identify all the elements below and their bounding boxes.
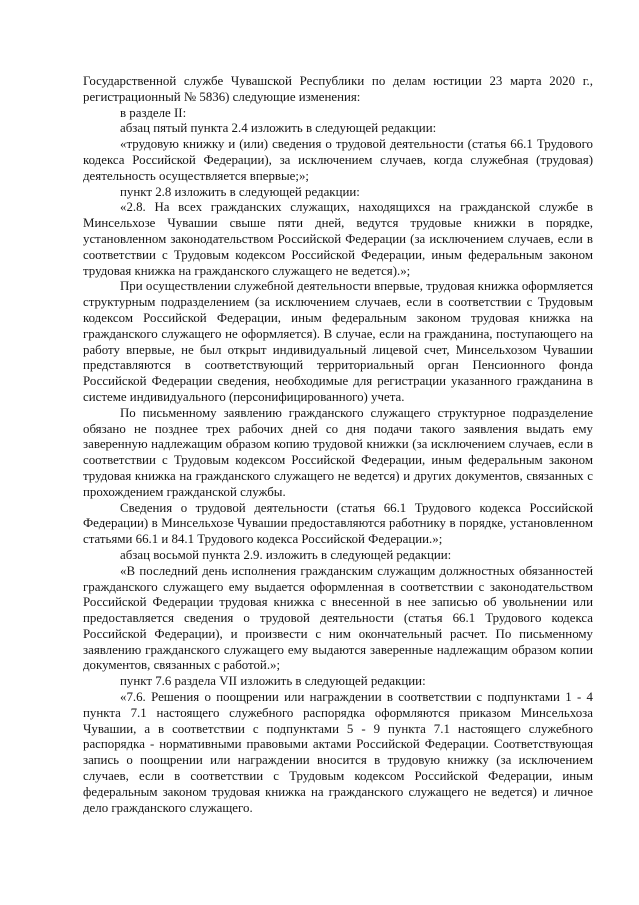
paragraph-clause-2-9-heading: абзац восьмой пункта 2.9. изложить в следующей редакции: — [120, 547, 452, 562]
paragraph-first-employment: При осуществлении служебной деятельности впервые, трудовая книжка оформляется структурным подразделением (за исключением случаев, если в соответствии с Трудовым кодексом Российской Федерации, иным федеральным законом трудовая книжка на гражданского служащего не оформляется). В случае, если на гражданина, поступающего на работу впервые, не был открыт индивидуальный лицевой счет, Минсельхозом Чувашии представляются в соответствующий территориальный орган Пенсионного фонда Российской Федерации сведения, необходимые для регистрации указанного гражданина в системе индивидуального (персонифицированного) учета. — [83, 279, 593, 404]
document-page — [83, 74, 593, 816]
paragraph-clause-2-8-heading: пункт 2.8 изложить в следующей редакции: — [120, 184, 360, 199]
paragraph-written-request: По письменному заявлению гражданского служащего структурное подразделение обязано не позднее трех рабочих дней со дня подачи такого заявления выдать ему заверенную надлежащим образом копию трудовой книжки (за исключением случаев, если в соответствии с Трудовым кодексом Российской Федерации, иным федеральным законом трудовая книжка на гражданского служащего не ведется) и других документов, связанных с прохождением гражданской службы. — [83, 405, 593, 499]
paragraph-clause-2-8-text: «2.8. На всех гражданских служащих, находящихся на гражданской службе в Минсельхозе Чувашии свыше пяти дней, ведутся трудовые книжки в порядке, установленном законодательством Российской Федерации (за исключением случаев, если в соответствии с Трудовым кодексом Российской Федерации, иным федеральным законом трудовая книжка на гражданского служащего не ведется).»; — [83, 200, 593, 278]
paragraph-clause-7-6-heading: пункт 7.6 раздела VII изложить в следующей редакции: — [120, 674, 426, 689]
paragraph-clause-2-4-text: «трудовую книжку и (или) сведения о трудовой деятельности (статья 66.1 Трудового кодекса Российской Федерации), за исключением случаев, когда служебная (трудовая) деятельность осуществляется впервые;»; — [83, 137, 593, 183]
paragraph-intro: Государственной службе Чувашской Республики по делам юстиции 23 марта 2020 г., регистрационный № 5836) следующие изменения: — [83, 74, 593, 104]
paragraph-clause-2-4-heading: абзац пятый пункта 2.4 изложить в следующей редакции: — [120, 121, 437, 136]
paragraph-clause-2-9-text: «В последний день исполнения гражданским служащим должностных обязанностей гражданского служащего ему выдается оформленная в соответствии с законодательством Российской Федерации трудовая книжка с внесенной в нее записью об увольнении или предоставляется сведения о трудовой деятельности (статья 66.1 Трудового кодекса Российской Федерации), и произвести с ним окончательный расчет. По письменному заявлению гражданского служащего ему выдаются заверенные надлежащим образом копии документов, связанных с работой.»; — [83, 563, 593, 673]
paragraph-clause-7-6-text: «7.6. Решения о поощрении или награждении в соответствии с подпунктами 1 - 4 пункта 7.1 настоящего служебного распорядка оформляются приказом Минсельхоза Чувашии, а в соответствии с подпунктами 5 - 9 пункта 7.1 настоящего служебного распорядка - нормативными правовыми актами Российской Федерации. Соответствующая запись о поощрении или награждении вносится в трудовую книжку (за исключением случаев, если в соответствии с Трудовым кодексом Российской Федерации, иным федеральным законом трудовая книжка на гражданского служащего не ведется) и личное дело гражданского служащего. — [83, 690, 593, 815]
paragraph-section-ii: в разделе II: — [120, 105, 187, 120]
paragraph-employment-info: Сведения о трудовой деятельности (статья 66.1 Трудового кодекса Российской Федерации) в Минсельхозе Чувашии предоставляются работнику в порядке, установленном статьями 66.1 и 84.1 Трудового кодекса Российской Федерации.»; — [83, 500, 593, 547]
